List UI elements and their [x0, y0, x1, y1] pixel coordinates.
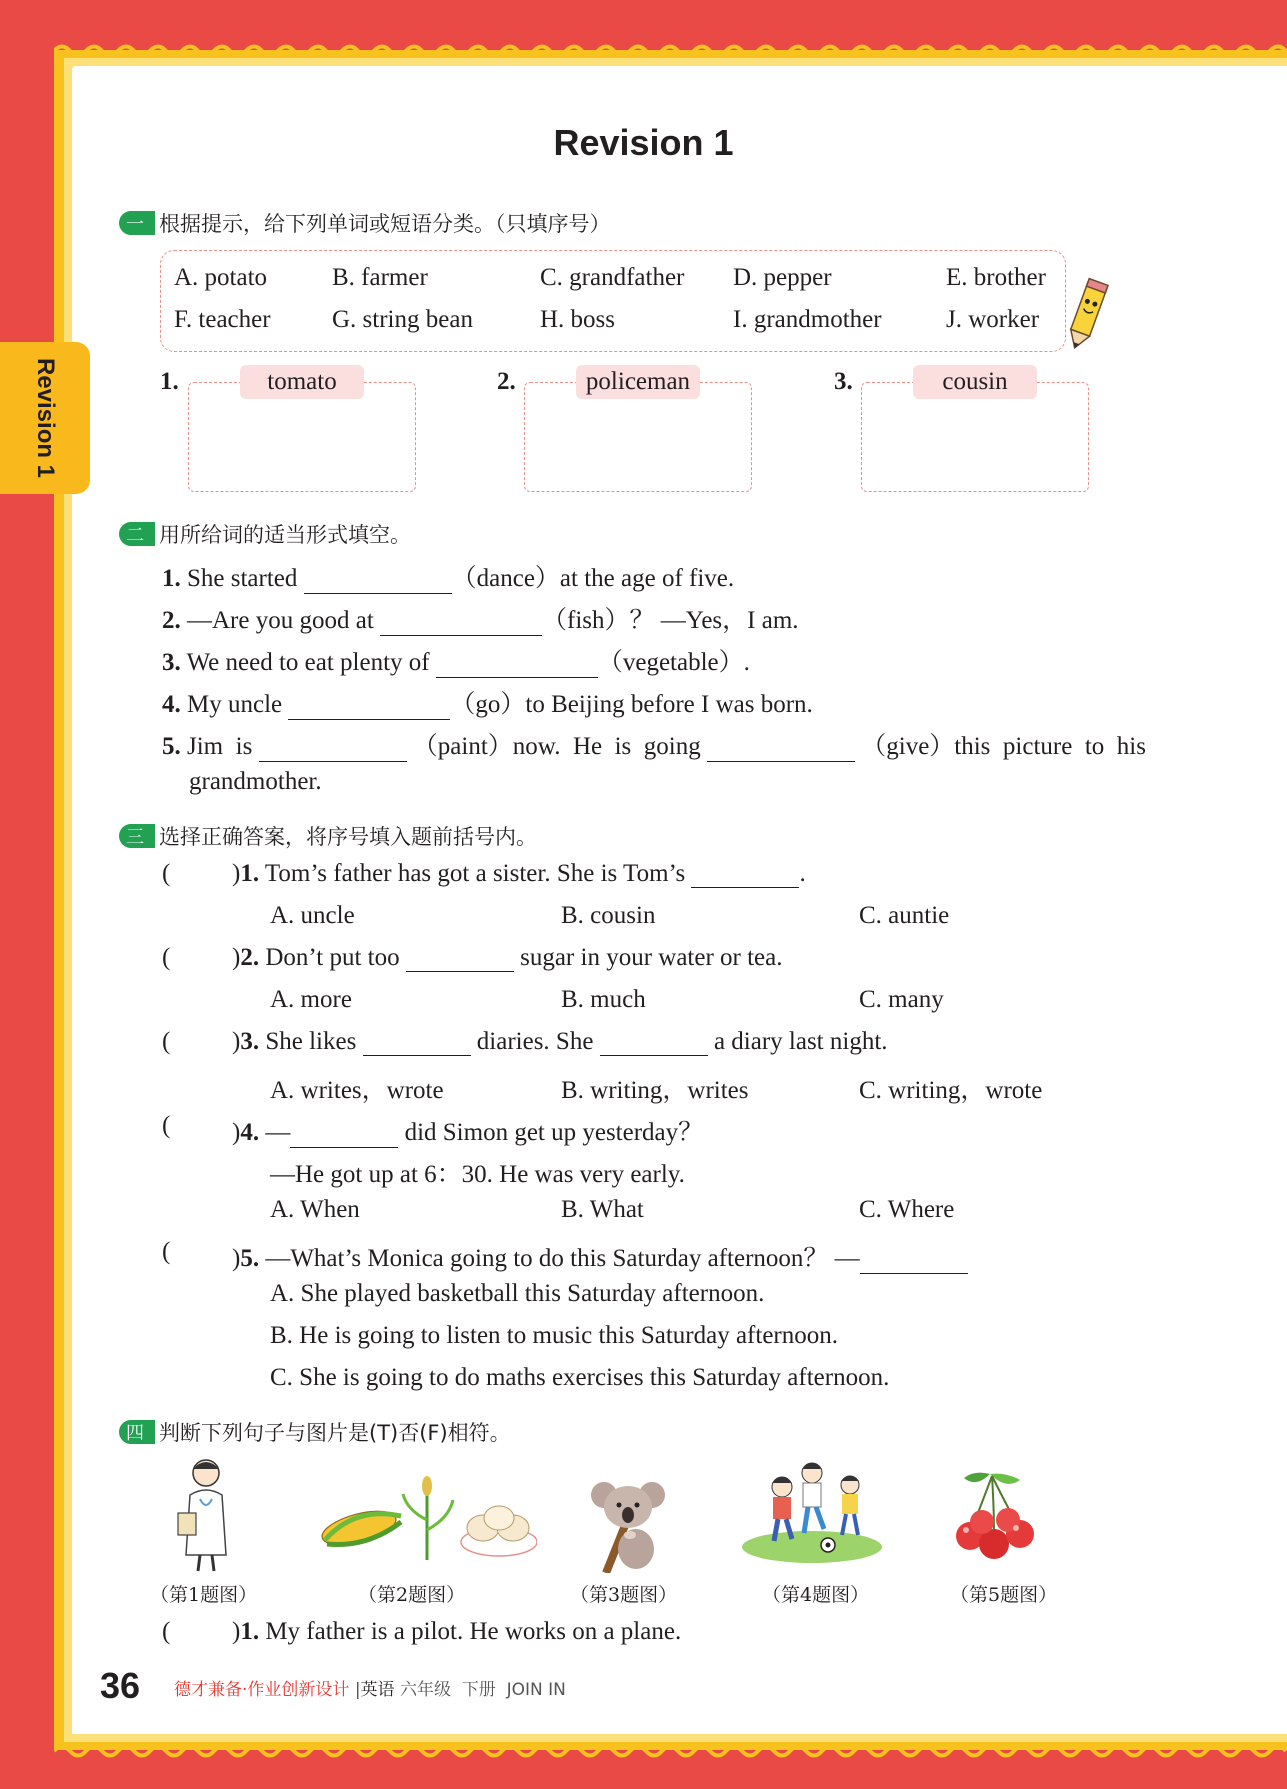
- question-text: My father is a pilot. He works on a plane.: [265, 1618, 682, 1645]
- answer-blank[interactable]: [288, 695, 450, 720]
- category-number: 1.: [160, 368, 179, 395]
- option-c[interactable]: C. She is going to do maths exercises this Saturday afternoon.: [270, 1364, 890, 1391]
- pencil-mascot-icon: [1060, 276, 1114, 352]
- option-b[interactable]: B. He is going to listen to music this Saturday afternoon.: [270, 1322, 838, 1349]
- word-item: G. string bean: [332, 306, 473, 333]
- option-c[interactable]: C. Where: [859, 1196, 955, 1223]
- question-text: diaries. She: [476, 1028, 594, 1055]
- picture-caption: （第2题图）: [358, 1584, 466, 1606]
- picture-caption: （第3题图）: [570, 1584, 678, 1606]
- footer-subject: 英语: [360, 1680, 395, 1700]
- option-c[interactable]: C. writing，wrote: [859, 1077, 1043, 1104]
- question-text-line2: —He got up at 6：30. He was very early.: [270, 1161, 685, 1188]
- question-text: She likes: [265, 1028, 357, 1055]
- picture-caption: （第4题图）: [762, 1584, 870, 1606]
- answer-blank[interactable]: [380, 611, 542, 636]
- answer-paren-close: ): [232, 1028, 241, 1055]
- item-text: （give）this picture to his: [861, 733, 1146, 760]
- fill-item: [162, 642, 750, 678]
- fill-item: [162, 726, 1146, 762]
- option-a[interactable]: A. She played basketball this Saturday afternoon.: [270, 1280, 765, 1307]
- item-number: 1.: [162, 565, 181, 592]
- option-b[interactable]: B. writing，writes: [561, 1077, 749, 1104]
- corn-picture-icon: [315, 1470, 537, 1570]
- answer-blank[interactable]: [304, 569, 452, 594]
- answer-blank: [290, 1123, 398, 1148]
- picture-caption: （第5题图）: [950, 1584, 1058, 1606]
- page-title: Revision 1: [553, 122, 734, 163]
- section4-header: [119, 1417, 511, 1447]
- mc-question: [232, 1028, 888, 1056]
- option-b[interactable]: B. What: [561, 1196, 644, 1223]
- answer-blank: [363, 1031, 471, 1056]
- word-item: I. grandmother: [733, 306, 882, 333]
- answer-blank: [406, 947, 514, 972]
- word-item: H. boss: [540, 306, 616, 333]
- word-item: B. farmer: [332, 264, 428, 291]
- answer-blank: [860, 1249, 968, 1274]
- item-number: 1.: [240, 1618, 260, 1645]
- word-item: C. grandfather: [540, 264, 685, 291]
- option-b[interactable]: B. cousin: [561, 902, 656, 929]
- mc-question: [232, 860, 806, 888]
- section4-badge: 四: [119, 1420, 151, 1444]
- answer-paren-close: ): [232, 1245, 241, 1272]
- answer-blank[interactable]: [259, 737, 407, 762]
- footer-grade: 六年级 下册 JOIN IN: [399, 1680, 566, 1700]
- word-item: E. brother: [946, 264, 1046, 291]
- item-number: 5.: [240, 1245, 260, 1272]
- answer-paren-close: ): [232, 1618, 241, 1645]
- cherries-picture-icon: [950, 1468, 1040, 1568]
- item-number: 2.: [240, 944, 260, 971]
- fill-item: [162, 684, 813, 720]
- item-number: 1.: [240, 860, 260, 887]
- koala-picture-icon: [586, 1473, 672, 1573]
- category-label: cousin: [913, 365, 1037, 399]
- option-a[interactable]: A. When: [270, 1196, 360, 1223]
- answer-blank: [600, 1031, 708, 1056]
- section2-header: [119, 519, 411, 549]
- fill-item: [162, 600, 799, 636]
- word-item: J. worker: [946, 306, 1040, 333]
- answer-paren-close: ): [232, 1119, 241, 1146]
- answer-paren-open[interactable]: (: [162, 860, 171, 887]
- item-text: （dance）at the age of five.: [451, 565, 735, 592]
- answer-paren-open[interactable]: (: [162, 1618, 171, 1645]
- question-text: Tom’s father has got a sister. She is Tom’s: [264, 860, 686, 887]
- option-a[interactable]: A. uncle: [270, 902, 355, 929]
- item-text: （paint）now. He is going: [412, 733, 701, 760]
- fill-item: [162, 558, 734, 594]
- section1-badge: 一: [119, 211, 151, 235]
- section3-badge: 三: [119, 824, 151, 848]
- answer-paren-open[interactable]: (: [162, 1238, 171, 1265]
- category-number: 3.: [834, 368, 853, 395]
- question-text: Don’t put too: [265, 944, 400, 971]
- bottom-wave-border: [54, 1742, 1287, 1760]
- doctor-picture-icon: [170, 1455, 240, 1575]
- option-c[interactable]: C. many: [859, 986, 944, 1013]
- item-text: She started: [187, 565, 298, 592]
- category-number: 2.: [497, 368, 516, 395]
- answer-blank[interactable]: [436, 653, 598, 678]
- question-text: .: [799, 860, 806, 887]
- answer-blank[interactable]: [707, 737, 855, 762]
- option-a[interactable]: A. more: [270, 986, 352, 1013]
- section1-instruction: 根据提示，给下列单词或短语分类。（只填序号）: [159, 212, 611, 236]
- question-text: —: [265, 1119, 291, 1146]
- question-text: sugar in your water or tea.: [520, 944, 783, 971]
- item-number: 5.: [162, 733, 181, 760]
- answer-paren-close: ): [232, 860, 241, 887]
- section2-instruction: 用所给词的适当形式填空。: [159, 523, 411, 547]
- section3-header: [119, 821, 537, 851]
- answer-paren-open[interactable]: (: [162, 1028, 171, 1055]
- option-c[interactable]: C. auntie: [859, 902, 950, 929]
- answer-paren-close: ): [232, 944, 241, 971]
- item-text: （go）to Beijing before I was born.: [450, 691, 813, 718]
- section1-header: [119, 208, 611, 238]
- answer-paren-open[interactable]: (: [162, 1112, 171, 1139]
- mc-question: [232, 944, 783, 972]
- mc-question: [232, 1238, 968, 1274]
- item-continuation: grandmother.: [189, 768, 322, 795]
- question-text: did Simon get up yesterday？: [404, 1119, 704, 1146]
- question-text: —What’s Monica going to do this Saturday afternoon？ —: [265, 1245, 860, 1272]
- word-item: D. pepper: [733, 264, 832, 291]
- item-number: 3.: [240, 1028, 260, 1055]
- item-text: Jim is: [187, 733, 253, 760]
- item-number: 3.: [162, 649, 181, 676]
- top-wave-border: [54, 42, 1287, 60]
- item-text: （vegetable）.: [597, 649, 750, 676]
- footer-separator: |: [354, 1680, 361, 1700]
- item-text: （fish）？ —Yes，I am.: [542, 607, 799, 634]
- item-number: 4.: [162, 691, 181, 718]
- section3-instruction: 选择正确答案，将序号填入题前括号内。: [159, 825, 537, 849]
- footer-brand: 德才兼备·作业创新设计: [174, 1680, 350, 1700]
- option-b[interactable]: B. much: [561, 986, 646, 1013]
- item-number: 2.: [162, 607, 181, 634]
- answer-paren-open[interactable]: (: [162, 944, 171, 971]
- answer-blank: [691, 863, 799, 888]
- section2-badge: 二: [119, 522, 151, 546]
- page-number: 36: [100, 1665, 141, 1706]
- question-text: a diary last night.: [713, 1028, 888, 1055]
- picture-caption: （第1题图）: [150, 1584, 258, 1606]
- word-item: A. potato: [174, 264, 268, 291]
- category-label: tomato: [240, 365, 364, 399]
- tf-question: [232, 1618, 681, 1646]
- side-tab-label: Revision 1: [32, 357, 60, 479]
- option-a[interactable]: A. writes，wrote: [270, 1077, 444, 1104]
- item-number: 4.: [240, 1119, 260, 1146]
- football-picture-icon: [740, 1455, 884, 1565]
- item-text: My uncle: [187, 691, 283, 718]
- side-tab: [0, 342, 90, 494]
- mc-question: [232, 1112, 703, 1148]
- category-label: policeman: [576, 365, 700, 399]
- footer-series: [174, 1675, 566, 1700]
- word-item: F. teacher: [174, 306, 271, 333]
- item-text: —Are you good at: [187, 607, 374, 634]
- item-text: We need to eat plenty of: [186, 649, 430, 676]
- section4-instruction: 判断下列句子与图片是(T)否(F)相符。: [159, 1421, 511, 1445]
